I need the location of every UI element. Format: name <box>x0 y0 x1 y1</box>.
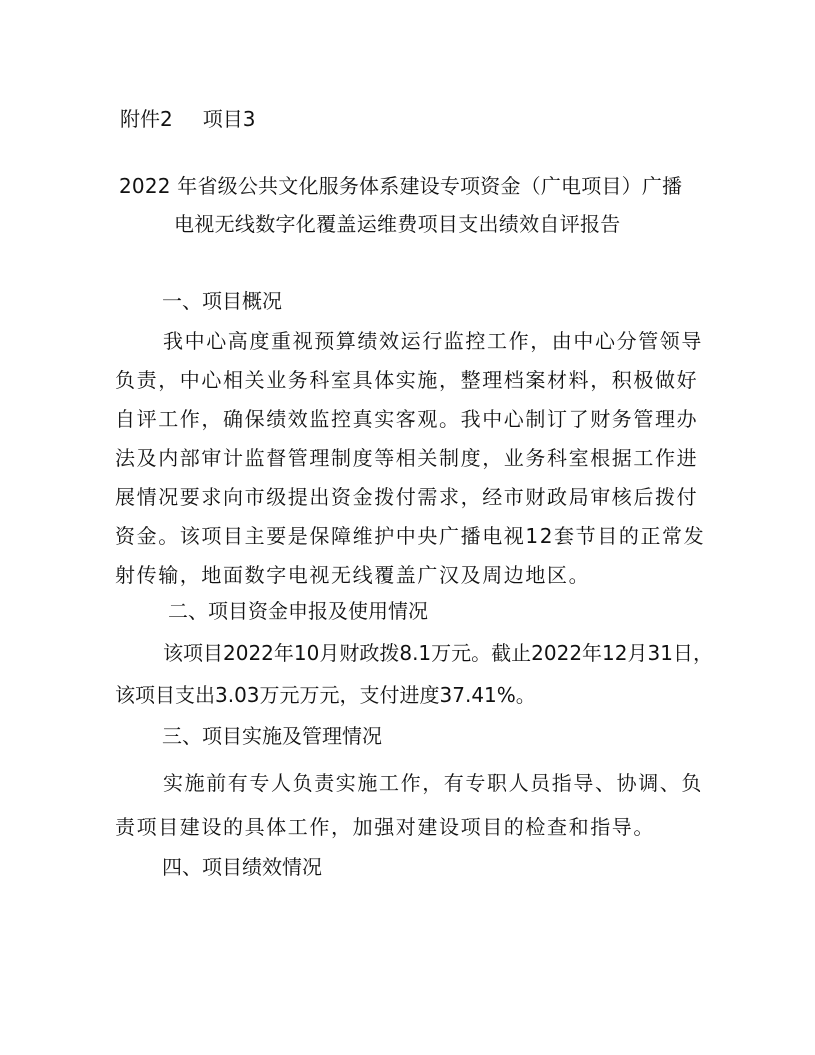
attachment-header <box>120 106 255 132</box>
paragraph-line: 该项目支出3.03万元万元，支付进度37.41%。 <box>115 683 536 707</box>
paragraph-line: 我中心高度重视预算绩效运行监控工作，由中心分管领导 <box>163 329 703 353</box>
section-heading-implementation: 三、项目实施及管理情况 <box>162 724 382 748</box>
report-title-line-1: 2022 年省级公共文化服务体系建设专项资金（广电项目）广播 <box>119 174 683 198</box>
paragraph-line: 射传输，地面数字电视无线覆盖广汉及周边地区。 <box>115 563 591 587</box>
paragraph-line: 法及内部审计监督管理制度等相关制度，业务科室根据工作进 <box>115 446 699 470</box>
paragraph-line: 责项目建设的具体工作，加强对建设项目的检查和指导。 <box>115 815 655 839</box>
paragraph-line: 自评工作，确保绩效监控真实客观。我中心制订了财务管理办 <box>115 407 699 431</box>
paragraph-line: 展情况要求向市级提出资金拨付需求，经市财政局审核后拨付 <box>115 485 699 509</box>
item-label: 项目3 <box>202 107 256 131</box>
paragraph-line: 负责，中心相关业务科室具体实施，整理档案材料，积极做好 <box>115 368 699 392</box>
section-heading-funding: 二、项目资金申报及使用情况 <box>168 599 428 623</box>
report-title-line-2: 电视无线数字化覆盖运维费项目支出绩效自评报告 <box>174 212 621 236</box>
paragraph-line: 资金。该项目主要是保障维护中央广播电视12套节目的正常发 <box>115 524 706 548</box>
attachment-label: 附件2 <box>120 107 173 131</box>
section-heading-overview: 一、项目概况 <box>162 289 282 313</box>
paragraph-line: 实施前有专人负责实施工作，有专职人员指导、协调、负 <box>163 771 703 795</box>
paragraph-line: 该项目2022年10月财政拨8.1万元。截止2022年12月31日， <box>163 641 713 665</box>
section-heading-performance: 四、项目绩效情况 <box>162 855 322 879</box>
